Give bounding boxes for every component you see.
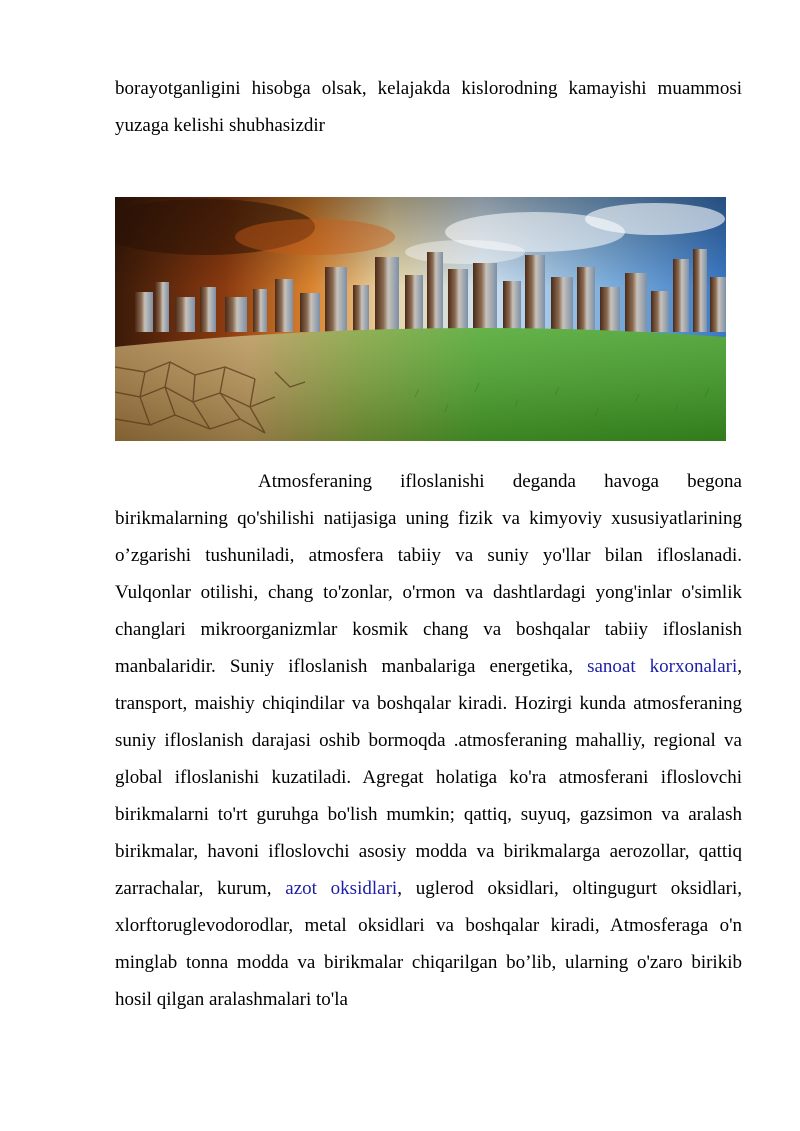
- paragraph-intro: [115, 70, 742, 144]
- paragraph-main-part-3: , uglerod oksidlari, oltingugurt oksidlari, xlorftoruglevodorodlar, metal oksidlari va boshqalar kiradi, Atmosferaga o'n minglab tonna modda va birikmalar chiqarilgan bo’lib, ularning o'zaro birikib hosil qilgan aralashmalari to'la: [115, 878, 742, 1010]
- document-page: [115, 70, 742, 1018]
- link-azot-oksidlari[interactable]: azot oksidlari: [285, 878, 398, 899]
- paragraph-main-part-1: Atmosferaning ifloslanishi deganda havoga begona birikmalarning qo'shilishi natijasiga uning fizik va kimyoviy xususiyatlarining o’zgarishi tushuniladi, atmosfera tabiiy va suniy yo'llar bilan ifloslanadi. Vulqonlar otilishi, chang to'zonlar, o'rmon va dashtlardagi yong'inlar o'simlik changlari mikroorganizmlar kosmik chang va boshqalar tabiiy ifloslanish manbalaridir. Suniy ifloslanish manbalariga energetika,: [115, 471, 742, 677]
- climate-contrast-image: [115, 197, 726, 441]
- paragraph-intro-text: borayotganligini hisobga olsak, kelajakda kislorodning kamayishi muammosi yuzaga kelishi shubhasizdir: [115, 78, 742, 136]
- link-sanoat-korxonalari[interactable]: sanoat korxonalari: [587, 656, 738, 677]
- paragraph-main: [115, 463, 742, 1018]
- climate-contrast-photo-icon: [115, 197, 726, 441]
- paragraph-main-part-2: , transport, maishiy chiqindilar va boshqalar kiradi. Hozirgi kunda atmosferaning suniy ifloslanish darajasi oshib bormoqda .atmosferaning mahalliy, regional va global ifloslanishi kuzatiladi. Agregat holatiga ko'ra atmosferani ifloslovchi birikmalarni to'rt guruhga bo'lish mumkin; qattiq, suyuq, gazsimon va aralash birikmalar, havoni ifloslovchi asosiy modda va birikmalarga aerozollar, qattiq zarrachalar, kurum,: [115, 656, 742, 899]
